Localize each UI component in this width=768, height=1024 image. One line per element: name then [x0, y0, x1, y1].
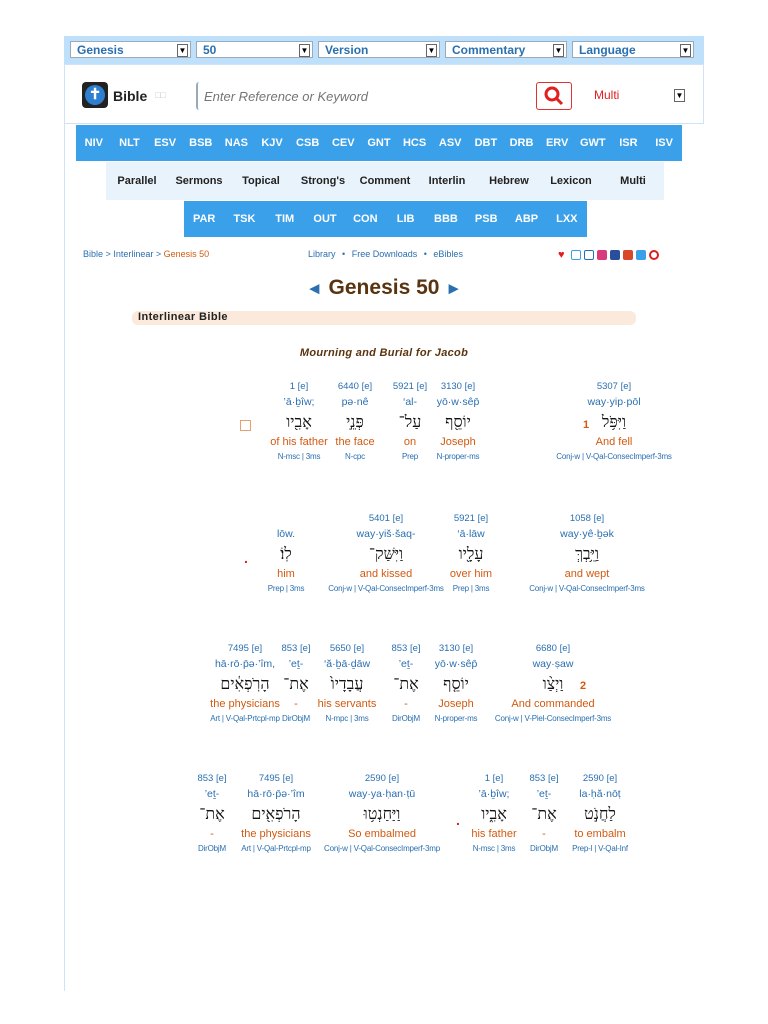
tab-bsb[interactable]: BSB — [189, 137, 213, 149]
word-hebrew: אָבִ֑יו — [481, 804, 507, 823]
tab-par[interactable]: PAR — [192, 213, 216, 225]
tab-lxx[interactable]: LXX — [556, 213, 578, 225]
tab-hcs[interactable]: HCS — [402, 137, 427, 149]
tab-csb[interactable]: CSB — [296, 137, 320, 149]
word-strong[interactable]: 3130 [e] — [438, 643, 474, 654]
word-parse[interactable]: Art | V-Qal-Prtcpl-mp — [241, 844, 311, 853]
tab-hebrew[interactable]: Hebrew — [489, 175, 529, 187]
tab-tim[interactable]: TIM — [275, 213, 295, 225]
tab-gwt[interactable]: GWT — [579, 137, 606, 149]
word-translit[interactable]: way·yê·ḇək — [560, 528, 614, 540]
word-strong[interactable]: 1 [e] — [289, 381, 309, 392]
tab-cev[interactable]: CEV — [331, 137, 355, 149]
word-english: Joseph — [438, 698, 474, 710]
word-english: and kissed — [359, 568, 413, 580]
version-select[interactable] — [318, 41, 440, 58]
pinterest-icon[interactable] — [649, 250, 659, 260]
tab-dbt[interactable]: DBT — [474, 137, 498, 149]
word-parse[interactable]: DirObjM — [392, 714, 420, 723]
word-english: - — [294, 698, 298, 710]
version-tabs — [76, 125, 682, 161]
link-dot: • — [423, 249, 427, 259]
section-heading-bar — [132, 311, 636, 325]
word-hebrew: לֽוֹ׃ — [280, 544, 292, 563]
breadcrumb-bible[interactable]: Bible — [83, 249, 104, 259]
word-parse[interactable]: N-mpc | 3ms — [325, 714, 369, 723]
word-parse[interactable]: Conj-w | V-Qal-ConsecImperf-3ms — [556, 452, 672, 461]
word-strong[interactable]: 1 [e] — [484, 773, 504, 784]
interlinear-word — [312, 642, 382, 726]
word-strong[interactable]: 7495 [e] — [258, 773, 294, 784]
interlinear-word — [478, 512, 696, 596]
word-english: So embalmed — [348, 828, 416, 840]
verse-number[interactable]: 1 — [583, 419, 590, 431]
word-strong[interactable]: 853 [e] — [197, 773, 227, 784]
book-select-value: Genesis — [77, 43, 124, 57]
word-english: him — [277, 568, 295, 580]
word-hebrew: יוֹסֵ֖ף — [445, 412, 471, 431]
word-translit[interactable]: pə·nê — [341, 396, 369, 408]
commentary-select-value: Commentary — [452, 43, 526, 57]
interlinear-word — [564, 772, 636, 856]
word-translit[interactable]: yō·w·sêp̄ — [436, 396, 480, 408]
tab-con[interactable]: CON — [353, 213, 378, 225]
word-hebrew: יוֹסֵ֤ף — [443, 674, 469, 693]
word-translit[interactable]: ’eṯ- — [288, 658, 304, 670]
library-link[interactable]: Library — [308, 249, 336, 259]
word-translit[interactable]: ’eṯ- — [398, 658, 414, 670]
word-translit[interactable]: ‘ă·ḇā·ḏāw — [323, 658, 371, 670]
language-select-value: Language — [579, 43, 636, 57]
word-parse[interactable]: DirObjM — [530, 844, 558, 853]
word-english: of his father — [270, 436, 328, 448]
word-translit[interactable]: ‘al- — [402, 396, 417, 408]
chevron-down-icon: ▼ — [178, 46, 187, 55]
passage-subtitle: Mourning and Burial for Jacob — [299, 347, 469, 359]
word-strong[interactable]: 7495 [e] — [227, 643, 263, 654]
word-parse[interactable]: Prep | 3ms — [452, 584, 490, 593]
chapter-select-value: 50 — [203, 43, 217, 57]
tab-sermons[interactable]: Sermons — [175, 175, 223, 187]
word-english: on — [403, 436, 417, 448]
chevron-down-icon: ▼ — [554, 46, 563, 55]
search-icon — [537, 83, 571, 109]
word-translit[interactable]: ’ā·ḇîw; — [283, 396, 315, 408]
word-english: - — [210, 828, 214, 840]
word-english: the physicians — [210, 698, 280, 710]
word-parse[interactable]: DirObjM — [198, 844, 226, 853]
search-button[interactable] — [536, 82, 572, 110]
word-strong[interactable]: 5401 [e] — [368, 513, 404, 524]
chevron-down-icon[interactable]: ▼ — [675, 91, 684, 100]
word-translit[interactable]: way·ṣaw — [532, 658, 574, 670]
tab-parallel[interactable]: Parallel — [117, 175, 157, 187]
word-translit[interactable]: ’eṯ- — [204, 788, 220, 800]
tab-interlin[interactable]: Interlin — [428, 175, 466, 187]
tab-esv[interactable]: ESV — [154, 137, 177, 149]
verse-number[interactable]: 2 — [580, 680, 587, 692]
word-parse[interactable]: Conj-w | V-Qal-ConsecImperf-3ms — [529, 584, 645, 593]
tab-erv[interactable]: ERV — [545, 137, 569, 149]
interlinear-word — [474, 642, 632, 726]
word-hebrew: הָרֹפְאִ֖ים — [251, 804, 301, 823]
word-translit[interactable]: way·yiš·šaq- — [356, 528, 416, 540]
select-checkbox[interactable] — [240, 420, 251, 431]
word-english: And commanded — [511, 698, 595, 710]
chevron-down-icon: ▼ — [681, 46, 690, 55]
multi-select[interactable]: Multi — [594, 88, 620, 102]
word-english: the face — [335, 436, 375, 448]
word-strong[interactable]: 5307 [e] — [596, 381, 632, 392]
word-strong[interactable]: 2590 [e] — [364, 773, 400, 784]
word-hebrew: עָלָ֖יו — [458, 544, 484, 563]
word-hebrew: עַל־ — [398, 412, 422, 431]
word-translit[interactable]: la·ḥă·nōṭ — [579, 788, 621, 800]
verse-end-dot: . — [244, 550, 248, 566]
word-parse[interactable]: N-msc | 3ms — [277, 452, 321, 461]
word-english: his father — [471, 828, 517, 840]
word-strong[interactable]: 5921 [e] — [392, 381, 428, 392]
tab-isr[interactable]: ISR — [619, 137, 638, 149]
word-english: - — [542, 828, 546, 840]
language-select[interactable] — [572, 41, 694, 58]
tab-niv[interactable]: NIV — [84, 137, 103, 149]
word-strong[interactable]: 6440 [e] — [337, 381, 373, 392]
search-input[interactable] — [196, 82, 526, 110]
word-strong[interactable]: 853 [e] — [281, 643, 311, 654]
interlinear-word — [325, 380, 385, 464]
verse-end-dot: . — [456, 812, 460, 828]
word-english: his servants — [317, 698, 377, 710]
word-parse[interactable]: Prep | 3ms — [267, 584, 305, 593]
word-parse[interactable]: N-proper-ms — [434, 714, 478, 723]
word-hebrew: פְּנֵ֣י — [346, 412, 364, 431]
interlinear-word — [428, 380, 488, 464]
word-strong[interactable]: 3130 [e] — [440, 381, 476, 392]
word-english: and wept — [564, 568, 610, 580]
tab-tsk[interactable]: TSK — [233, 213, 256, 225]
word-parse[interactable]: Art | V-Qal-Prtcpl-mp — [210, 714, 280, 723]
breadcrumb-sep: > — [155, 249, 162, 259]
tab-multi[interactable]: Multi — [620, 175, 646, 187]
word-translit[interactable]: lōw. — [276, 528, 296, 540]
word-hebrew: וַיַּחַנְט֥וּ — [363, 804, 401, 823]
word-hebrew: וַיֵּ֥בְךְּ — [575, 544, 599, 563]
tab-asv[interactable]: ASV — [438, 137, 462, 149]
interlinear-word — [312, 772, 452, 856]
tab-strongs[interactable]: Strong's — [300, 175, 346, 187]
tab-bbb[interactable]: BBB — [434, 213, 458, 225]
word-parse[interactable]: N-proper-ms — [436, 452, 480, 461]
chevron-down-icon: ▼ — [427, 46, 436, 55]
instagram-icon[interactable] — [597, 250, 607, 260]
interlinear-word — [468, 772, 520, 856]
word-strong[interactable]: 5921 [e] — [453, 513, 489, 524]
word-strong[interactable]: 5650 [e] — [329, 643, 365, 654]
word-parse[interactable]: Conj-w | V-Qal-ConsecImperf-3ms — [328, 584, 444, 593]
word-parse[interactable]: DirObjM — [282, 714, 310, 723]
page-title — [0, 276, 768, 300]
word-hebrew: עֲבָדָיו֙ — [330, 674, 364, 693]
word-english: the physicians — [241, 828, 311, 840]
word-translit[interactable]: ‘ā·lāw — [457, 528, 485, 540]
logo-suffix: □□ — [155, 90, 166, 100]
word-strong[interactable]: 6680 [e] — [535, 643, 571, 654]
twitter-icon[interactable] — [636, 250, 646, 260]
word-translit[interactable]: hā·rō·p̄ə·’îm, — [214, 658, 276, 670]
word-parse[interactable]: Conj-w | V-Piel-ConsecImperf-3ms — [494, 714, 612, 723]
link-dot: • — [342, 249, 346, 259]
word-strong[interactable]: 853 [e] — [529, 773, 559, 784]
breadcrumb — [83, 249, 209, 259]
word-english: - — [404, 698, 408, 710]
interlinear-word — [512, 380, 716, 464]
word-translit[interactable]: ’ā·ḇîw; — [478, 788, 510, 800]
word-hebrew: לַחֲנֹ֣ט — [584, 804, 616, 823]
prev-chapter-icon[interactable]: ◄ — [305, 279, 323, 298]
book-select[interactable] — [70, 41, 191, 58]
tab-abp[interactable]: ABP — [514, 213, 539, 225]
tab-gnt[interactable]: GNT — [367, 137, 391, 149]
word-translit[interactable]: way·ya·ḥan·ṭū — [348, 788, 416, 800]
word-hebrew: אֶת־ — [283, 674, 309, 693]
breadcrumb-sep: > — [105, 249, 111, 259]
downloads-link[interactable]: Free Downloads — [351, 249, 418, 259]
word-strong[interactable]: 853 [e] — [391, 643, 421, 654]
tab-nas[interactable]: NAS — [224, 137, 248, 149]
word-parse[interactable]: N-msc | 3ms — [472, 844, 516, 853]
top-links — [308, 249, 463, 259]
word-parse[interactable]: Prep — [401, 452, 419, 461]
word-translit[interactable]: ’eṯ- — [536, 788, 552, 800]
word-parse[interactable]: N-cpc — [345, 452, 365, 461]
tab-drb[interactable]: DRB — [509, 137, 534, 149]
word-hebrew: וַיְצַ֨ו — [542, 674, 564, 693]
social-icons — [558, 250, 659, 260]
word-hebrew: אָבִ֖יו — [286, 412, 312, 431]
site-logo-text[interactable]: Bible — [113, 88, 148, 104]
interlinear-word — [382, 642, 430, 726]
word-hebrew: הָרֹֽפְאִ֔ים — [220, 674, 270, 693]
breadcrumb-interlinear[interactable]: Interlinear — [113, 249, 154, 259]
facebook-icon[interactable] — [610, 250, 620, 260]
word-hebrew: וַיִּפֹּ֥ל — [601, 412, 627, 431]
tab-isv[interactable]: ISV — [655, 137, 673, 149]
breadcrumb-current: Genesis 50 — [163, 249, 210, 259]
tab-nlt[interactable]: NLT — [119, 137, 140, 149]
tab-psb[interactable]: PSB — [474, 213, 498, 225]
tool-tabs — [106, 162, 664, 200]
tab-topical[interactable]: Topical — [242, 175, 280, 187]
ebibles-link[interactable]: eBibles — [433, 249, 463, 259]
interlinear-word — [524, 772, 564, 856]
commentary-select[interactable] — [445, 41, 567, 58]
word-parse[interactable]: Conj-w | V-Qal-ConsecImperf-3mp — [324, 844, 440, 853]
word-hebrew: וַיִּשַּׁק־ — [368, 544, 404, 563]
word-strong[interactable]: 2590 [e] — [582, 773, 618, 784]
cross-logo-icon[interactable]: ✝ — [82, 82, 108, 108]
tab-lib[interactable]: LIB — [396, 213, 415, 225]
bookshelf-icon[interactable] — [584, 250, 594, 260]
word-hebrew: אֶת־ — [531, 804, 557, 823]
tab-out[interactable]: OUT — [313, 213, 337, 225]
word-translit[interactable]: way·yip·pōl — [587, 396, 641, 408]
word-strong[interactable]: 1058 [e] — [569, 513, 605, 524]
chapter-title: Genesis 50 — [328, 276, 440, 299]
word-parse[interactable]: Prep-l | V-Qal-Inf — [572, 844, 628, 853]
heart-icon[interactable]: ♥ — [558, 249, 565, 261]
google-plus-icon[interactable] — [623, 250, 633, 260]
word-translit[interactable]: hā·rō·p̄ə·’îm — [247, 788, 305, 800]
version-select-value: Version — [325, 43, 369, 57]
word-hebrew: אֶת־ — [199, 804, 225, 823]
word-english: to embalm — [574, 828, 626, 840]
version-tabs-secondary — [184, 201, 587, 237]
word-english: And fell — [595, 436, 633, 448]
section-heading: Interlinear Bible — [138, 311, 228, 323]
word-hebrew: אֶת־ — [393, 674, 419, 693]
tab-comment[interactable]: Comment — [359, 175, 411, 187]
chapter-select[interactable] — [196, 41, 313, 58]
chevron-down-icon: ▼ — [300, 46, 309, 55]
word-english: Joseph — [440, 436, 476, 448]
word-translit[interactable]: yō·w·sêp̄ — [434, 658, 478, 670]
tab-kjv[interactable]: KJV — [261, 137, 283, 149]
next-chapter-icon[interactable]: ► — [445, 279, 463, 298]
tab-lexicon[interactable]: Lexicon — [550, 175, 592, 187]
book-icon[interactable] — [571, 250, 581, 260]
word-english: over him — [449, 568, 493, 580]
